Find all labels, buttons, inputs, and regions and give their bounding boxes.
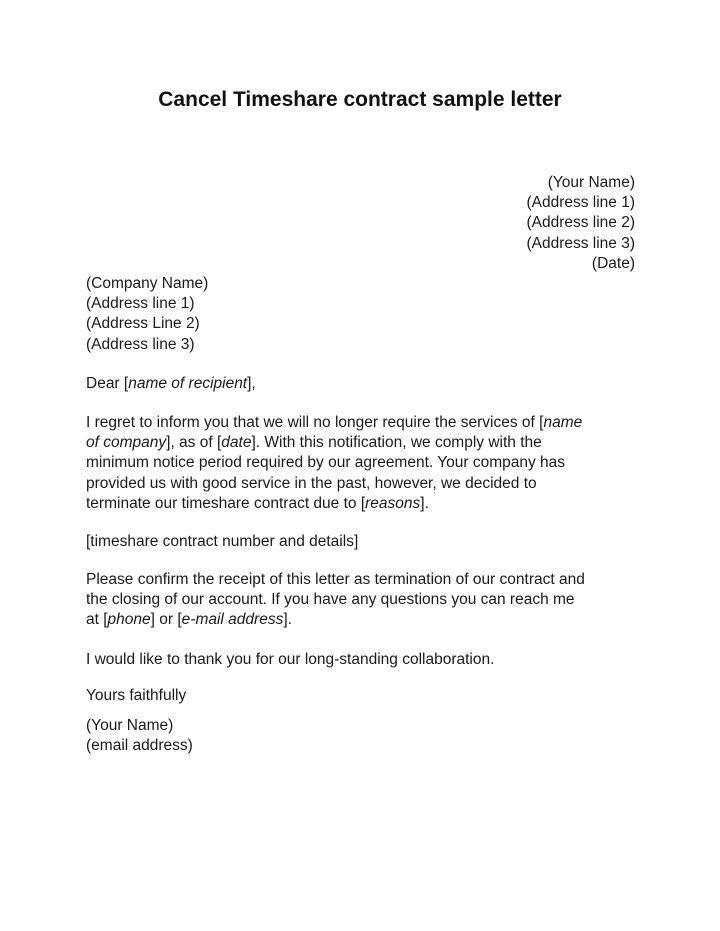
email-placeholder: e-mail address bbox=[181, 611, 284, 629]
letter-date: (Date) bbox=[591, 254, 635, 272]
body-paragraph-4 bbox=[86, 650, 646, 670]
paragraph-1-text: ]. bbox=[420, 494, 429, 512]
paragraph-1-placeholder: name bbox=[543, 414, 583, 431]
paragraph-3-line-3 bbox=[86, 610, 646, 630]
paragraph-1-placeholder: of company bbox=[86, 434, 167, 452]
recipient-address-block bbox=[86, 274, 208, 355]
body-paragraph-3 bbox=[86, 570, 646, 631]
paragraph-1-line-3: minimum notice period required by our agreement. Your company has bbox=[86, 454, 566, 472]
paragraph-1-placeholder: date bbox=[221, 434, 252, 452]
signature-name: (Your Name) bbox=[86, 717, 174, 734]
paragraph-3-text: ] or [ bbox=[150, 611, 182, 629]
thank-you-line: I would like to thank you for our long-standing collaboration. bbox=[86, 651, 495, 668]
body-paragraph-1 bbox=[86, 413, 646, 514]
sender-name: (Your Name) bbox=[547, 174, 635, 191]
paragraph-1-line-1 bbox=[86, 413, 646, 433]
salutation-suffix: ], bbox=[247, 375, 256, 392]
contract-details-placeholder: [timeshare contract number and details] bbox=[86, 533, 359, 550]
salutation-placeholder: name of recipient bbox=[128, 375, 248, 392]
signature-block bbox=[86, 716, 646, 756]
document-title: Cancel Timeshare contract sample letter bbox=[158, 88, 562, 111]
paragraph-1-placeholder: reasons bbox=[365, 494, 421, 512]
paragraph-1-text: terminate our timeshare contract due to [ bbox=[86, 494, 366, 512]
sender-address-line-2: (Address line 2) bbox=[526, 214, 635, 232]
paragraph-1-text: ]. With this notification, we comply with the bbox=[251, 434, 542, 452]
paragraph-1-text: I regret to inform you that we will no longer require the services of [ bbox=[86, 414, 544, 431]
signature-email: (email address) bbox=[86, 737, 193, 755]
phone-placeholder: phone bbox=[107, 611, 151, 629]
body-paragraph-2 bbox=[86, 532, 646, 552]
paragraph-1-line-4: provided us with good service in the past, however, we decided to bbox=[86, 474, 537, 492]
sender-address-line-1: (Address line 1) bbox=[526, 194, 635, 212]
paragraph-3-line-2: the closing of our account. If you have any questions you can reach me bbox=[86, 591, 575, 609]
paragraph-1-line-2 bbox=[86, 433, 646, 453]
paragraph-1-line-5 bbox=[86, 494, 646, 514]
paragraph-3-text: at [ bbox=[86, 611, 108, 629]
paragraph-1-text: ], as of [ bbox=[166, 434, 222, 452]
salutation-prefix: Dear [ bbox=[86, 375, 129, 392]
closing-line bbox=[86, 686, 646, 706]
recipient-address-line-1: (Address line 1) bbox=[86, 295, 195, 313]
recipient-company: (Company Name) bbox=[86, 275, 209, 292]
recipient-address-line-3: (Address line 3) bbox=[86, 335, 195, 353]
closing-text: Yours faithfully bbox=[86, 687, 187, 704]
sender-address-block bbox=[526, 173, 635, 274]
paragraph-3-line-1: Please confirm the receipt of this letter as termination of our contract and bbox=[86, 571, 585, 588]
salutation bbox=[86, 374, 646, 394]
paragraph-3-text: ]. bbox=[283, 611, 292, 629]
recipient-address-line-2: (Address Line 2) bbox=[86, 315, 200, 333]
sender-address-line-3: (Address line 3) bbox=[526, 234, 635, 252]
